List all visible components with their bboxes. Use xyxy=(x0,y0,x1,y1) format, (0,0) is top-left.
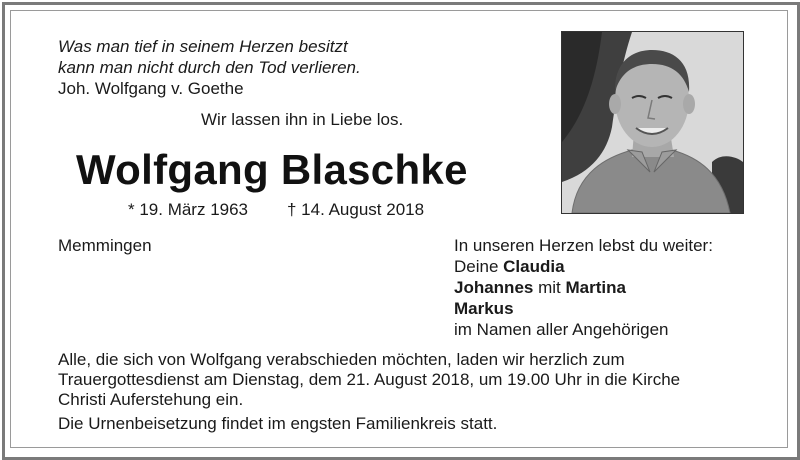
mourner-claudia: Claudia xyxy=(503,257,565,276)
mourners-line-2 xyxy=(454,278,626,298)
mourner-johannes: Johannes xyxy=(454,278,534,297)
mourner-markus: Markus xyxy=(454,299,514,318)
death-date: † 14. August 2018 xyxy=(287,200,425,219)
birth-date: * 19. März 1963 xyxy=(128,200,249,219)
mourners-line-4: im Namen aller Angehörigen xyxy=(454,320,669,339)
service-line-1: Alle, die sich von Wolfgang verabschieden möchten, laden wir herzlich zum xyxy=(58,350,625,369)
quote-line-1: Was man tief in seinem Herzen besitzt xyxy=(58,37,348,56)
mourners-line-1 xyxy=(454,257,565,277)
mourners-line-3 xyxy=(454,299,514,319)
mourners-heading: In unseren Herzen lebst du weiter: xyxy=(454,236,713,255)
deceased-name: Wolfgang Blaschke xyxy=(76,146,468,193)
quote-line-2: kann man nicht durch den Tod verlieren. xyxy=(58,58,361,77)
mourner-martina: Martina xyxy=(565,278,626,297)
burial-note: Die Urnenbeisetzung findet im engsten Familienkreis statt. xyxy=(58,414,498,433)
service-line-3: Christi Auferstehung ein. xyxy=(58,390,244,409)
place-of-residence: Memmingen xyxy=(58,236,152,255)
mourners-line-1-prefix: Deine xyxy=(454,257,499,276)
portrait-image xyxy=(562,32,743,213)
portrait-photo xyxy=(561,31,744,214)
intro-text: Wir lassen ihn in Liebe los. xyxy=(201,110,404,129)
mourners-line-2-mid: mit xyxy=(538,278,561,297)
quote-author: Joh. Wolfgang v. Goethe xyxy=(58,79,244,98)
service-line-2: Trauergottesdienst am Dienstag, dem 21. August 2018, um 19.00 Uhr in die Kirche xyxy=(58,370,681,389)
